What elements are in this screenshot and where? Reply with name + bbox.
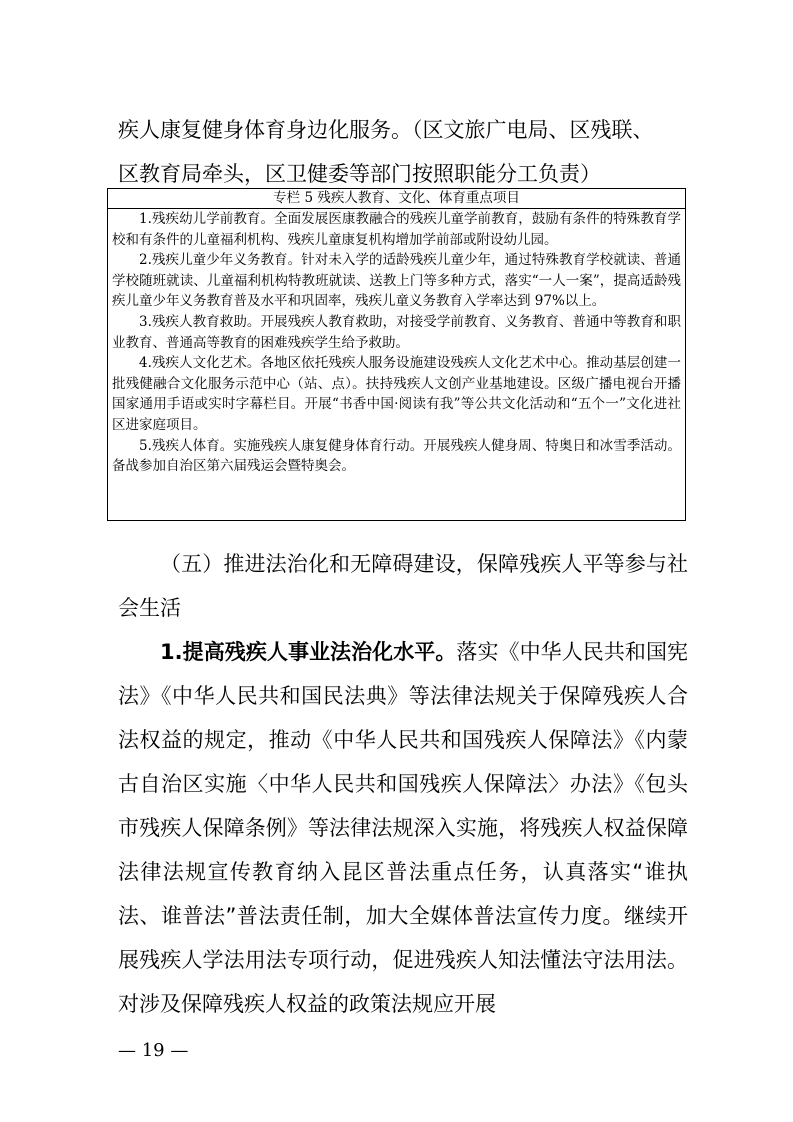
special-column-box <box>107 188 686 521</box>
paragraph-lead: 1.提高残疾人事业法治化水平。 <box>160 640 457 664</box>
lead-line-1: 疾人康复健身体育身边化服务。（区文旅广电局、区残联、 <box>118 118 654 142</box>
paragraph-body: 落实《中华人民共和国宪法》《中华人民共和国民法典》等法律法规关于保障残疾人合法权益的规定，推动《中华人民共和国残疾人保障法》《内蒙古自治区实施〈中华人民共和国残疾人保障法〉办法》《包头市残疾人保障条例》等法律法规深入实施，将残疾人权益保障法律法规宣传教育纳入昆区普法重点任务，认真落实“谁执法、谁普法”普法责任制，加大全媒体普法宣传力度。继续开展残疾人学法用法专项行动，促进残疾人知法懂法守法用法。对涉及保障残疾人权益的政策法规应开展 <box>118 640 689 1016</box>
page-number: — 19 — <box>118 1040 189 1061</box>
main-content <box>118 542 688 1026</box>
lead-paragraph <box>118 108 688 196</box>
box-item: 4.残疾人文化艺术。各地区依托残疾人服务设施建设残疾人文化艺术中心。推动基层创建一批残健融合文化服务示范中心（站、点）。扶持残疾人文创产业基地建设。区级广播电视台开播国家通用手语或实时字幕栏目。开展“书香中国·阅读有我”等公共文化活动和“五个一”文化进社区进家庭项目。 <box>112 355 681 433</box>
box-body <box>108 209 685 477</box>
box-item: 2.残疾儿童少年义务教育。针对未入学的适龄残疾儿童少年，通过特殊教育学校就读、普通学校随班就读、儿童福利机构特教班就读、送教上门等多种方式，落实“一人一案”，提高适龄残疾儿童少年义务教育普及水平和巩固率，残疾儿童义务教育入学率达到 97%以上。 <box>112 252 681 310</box>
lead-line-2: 区教育局牵头，区卫健委等部门按照职能分工负责） <box>118 162 601 186</box>
section-heading: （五）推进法治化和无障碍建设，保障残疾人平等参与社会生活 <box>118 552 688 620</box>
box-item: 3.残疾人教育救助。开展残疾人教育救助，对接受学前教育、义务教育、普通中等教育和职业教育、普通高等教育的困难残疾学生给予救助。 <box>112 313 681 351</box>
box-item: 5.残疾人体育。实施残疾人康复健身体育行动。开展残疾人健身周、特奥日和冰雪季活动。备战参加自治区第六届残运会暨特奥会。 <box>112 437 681 475</box>
box-item: 1.残疾幼儿学前教育。全面发展医康教融合的残疾儿童学前教育，鼓励有条件的特殊教育学校和有条件的儿童福利机构、残疾儿童康复机构增加学前部或附设幼儿园。 <box>112 211 681 248</box>
body-paragraph <box>118 630 688 1026</box>
box-title: 专栏 5 残疾人教育、文化、体育重点项目 <box>108 189 685 209</box>
